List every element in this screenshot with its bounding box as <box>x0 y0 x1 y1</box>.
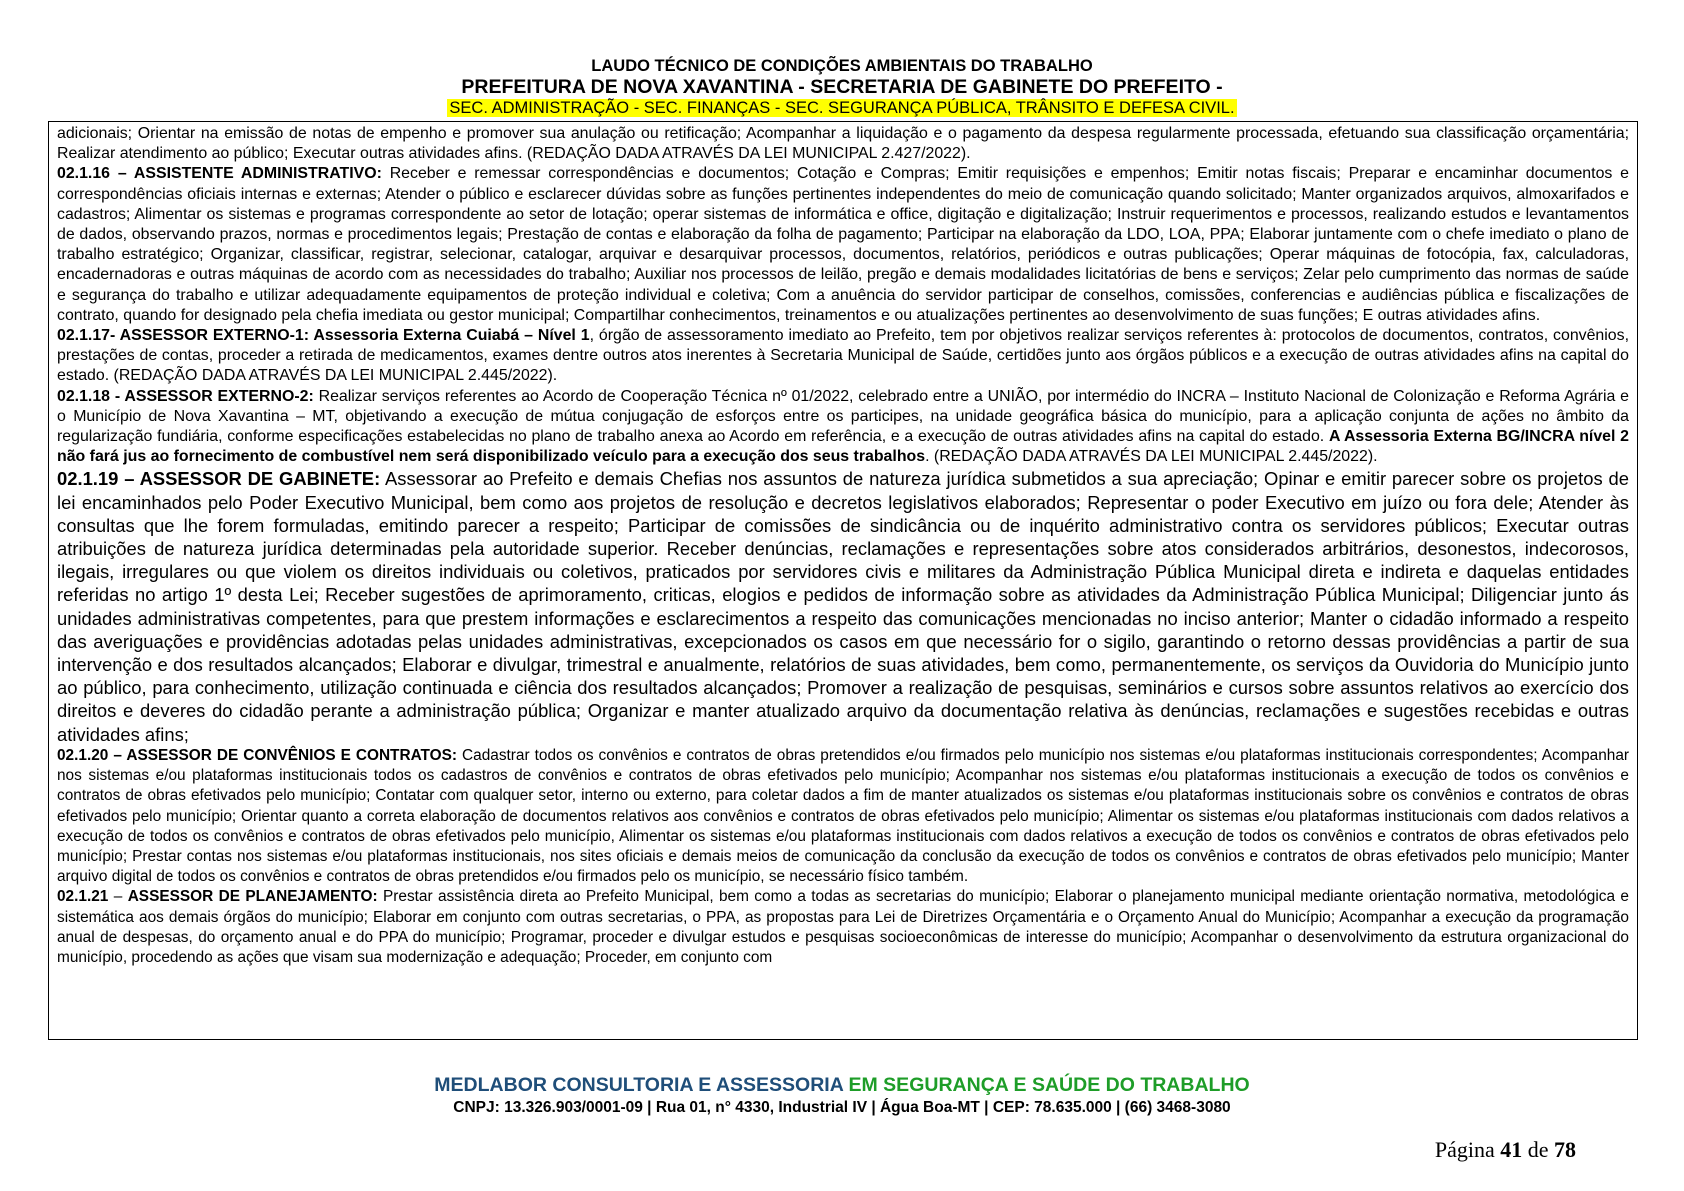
document-header <box>0 56 1684 118</box>
section-title: 02.1.20 – ASSESSOR DE CONVÊNIOS E CONTRATOS: <box>57 746 458 764</box>
section-02-1-19 <box>57 467 1629 745</box>
section-dash: – <box>108 888 128 906</box>
section-text: Cadastrar todos os convênios e contratos de obras pretendidos e/ou firmados pelo município nos sistemas e/ou plataformas institucionais correspondentes; Acompanhar nos sistemas e/ou plataformas institucionais todos os cadastros de convênios e contratos de obras efetivados pelo município; Acompanhar nos sistemas e/ou plataformas institucionais a execução de todos os convênios e contratos de obras efetivados pelo município; Contatar com qualquer setor, interno ou externo, para coletar dados a fim de manter atualizados os sistemas e/ou plataformas institucionais sobre os convênios e contratos de obras efetivados pelo município; Orientar quanto a correta elaboração de documentos relativos aos convênios e contratos de obras efetivados pelo município; Alimentar os sistemas e/ou plataformas institucionais com dados relativos a execução de todos os convênios e contratos de obras efetivados pelo município, Alimentar os sistemas e/ou plataformas institucionais com dados relativos a execução de todos os convênios e contratos de obras efetivados pelo município; Prestar contas nos sistemas e/ou plataformas institucionais, nos sites oficiais e demais meios de comunicação da conclusão da execução de todos os convênios e contratos de obras efetivados pelo município; Manter arquivo digital de todos os convênios e contratos de obras pretendidos e/ou firmados pelo os município, se necessário físico também. <box>57 746 1630 886</box>
page-middle: de <box>1522 1137 1554 1162</box>
page-current: 41 <box>1500 1137 1523 1162</box>
section-title: 02.1.17- ASSESSOR EXTERNO-1: Assessoria Externa Cuiabá – Nível 1 <box>57 327 590 345</box>
section-title: 02.1.18 - ASSESSOR EXTERNO-2: <box>57 387 314 405</box>
section-02-1-18 <box>57 387 1629 468</box>
section-02-1-21 <box>57 887 1629 968</box>
document-footer <box>0 1073 1684 1118</box>
company-name-blue: MEDLABOR CONSULTORIA E ASSESSORIA <box>434 1074 844 1096</box>
company-address: CNPJ: 13.326.903/0001-09 | Rua 01, n° 4330, Industrial IV | Água Boa-MT | CEP: 78.635.000 | (66) 3468-3080 <box>453 1099 1231 1116</box>
section-text: Prestar assistência direta ao Prefeito Municipal, bem como a todas as secretarias do município; Elaborar o planejamento municipal mediante orientação normativa, metodológica e sistemática aos demais órgãos do município; Elaborar em conjunto com outras secretarias, o PPA, as propostas para Lei de Diretrizes Orçamentária e o Orçamento Anual do Município; Acompanhar a execução da programação anual de despesas, do orçamento anual e do PPA do município; Programar, proceder e divulgar estudos e pesquisas socioeconômicas de interesse do município; Acompanhar o desenvolvimento da estrutura organizacional do município, procedendo as ações que visam sua modernização e adequação; Proceder, em conjunto com <box>57 888 1629 966</box>
section-number: 02.1.21 <box>57 888 109 906</box>
section-text: Realizar serviços referentes ao Acordo de Cooperação Técnica nº 01/2022, celebrado entre a UNIÃO, por intermédio do INCRA – Instituto Nacional de Colonização e Reforma Agrária e o Município de Nova Xavantina – MT, objetivando a execução de mútua conjugação de esforços entre os participes, na unidade geográfica básica do município, para a aplicação conjunta de ações no âmbito da regularização fundiária, conforme especificações estabelecidas no plano de trabalho anexa ao Acordo em referência, e a execução de outras atividades afins na capital do estado. <box>57 387 1629 446</box>
section-title: 02.1.19 – ASSESSOR DE GABINETE: <box>57 468 381 490</box>
company-name <box>0 1073 1684 1097</box>
section-02-1-16 <box>57 164 1629 326</box>
section-02-1-20 <box>57 746 1629 887</box>
section-02-1-17 <box>57 326 1629 387</box>
company-name-green: EM SEGURANÇA E SAÚDE DO TRABALHO <box>843 1074 1250 1096</box>
report-subtitle: PREFEITURA DE NOVA XAVANTINA - SECRETARIA DE GABINETE DO PREFEITO - <box>461 76 1223 98</box>
intro-paragraph: adicionais; Orientar na emissão de notas de empenho e promover sua anulação ou retificação; Acompanhar a liquidação e o pagamento da despesa regularmente processada, efetuando sua classificação orçamentária; Realizar atendimento ao público; Executar outras atividades afins. (REDAÇÃO DADA ATRAVÉS DA LEI MUNICIPAL 2.427/2022). <box>57 125 1629 163</box>
section-text: Assessorar ao Prefeito e demais Chefias nos assuntos de natureza jurídica submetidos a sua apreciação; Opinar e emitir parecer sobre os projetos de lei encaminhados pelo Poder Executivo Municipal, bem como aos projetos de resolução e decretos legislativos elaborados; Representar o poder Executivo em juízo ou fora dele; Atender às consultas que lhe forem formuladas, emitindo parecer a respeito; Participar de comissões de sindicância ou de inquérito administrativo contra os servidores públicos; Executar outras atribuições de natureza jurídica determinadas pela autoridade superior. Receber denúncias, reclamações e representações sobre atos considerados arbitrários, desonestos, indecorosos, ilegais, irregulares ou que violem os direitos individuais ou coletivos, praticados por servidores civis e militares da Administração Pública Municipal direta e indireta e daquelas entidades referidas no artigo 1º desta Lei; Receber sugestões de aprimoramento, criticas, elogios e pedidos de informação sobre as atividades da Administração Pública Municipal; Diligenciar junto ás unidades administrativas competentes, para que prestem informações e esclarecimentos a respeito das comunicações mencionadas no inciso anterior; Manter o cidadão informado a respeito das averiguações e providências adotadas pelas unidades administrativas, excepcionados os casos em que necessário for o sigilo, garantindo o retorno dessas providências a partir de sua intervenção e dos resultados alcançados; Elaborar e divulgar, trimestral e anualmente, relatórios de suas atividades, bem como, permanentemente, os serviços da Ouvidoria do Município junto ao público, para conhecimento, utilização continuada e ciência dos resultados alcançados; Promover a realização de pesquisas, seminários e cursos sobre assuntos relativos ao exercício dos direitos e deveres do cidadão perante a administração pública; Organizar e manter atualizado arquivo da documentação relativa às denúncias, reclamações e sugestões recebidas e outras atividades afins; <box>57 468 1629 745</box>
departments-highlight: SEC. ADMINISTRAÇÃO - SEC. FINANÇAS - SEC. SEGURANÇA PÚBLICA, TRÂNSITO E DEFESA CIVIL. <box>449 99 1235 117</box>
section-title: ASSESSOR DE PLANEJAMENTO: <box>127 888 378 906</box>
page-number <box>1435 1137 1576 1163</box>
content-frame <box>48 121 1638 1040</box>
section-text: Receber e remessar correspondências e documentos; Cotação e Compras; Emitir requisições e empenhos; Emitir notas fiscais; Preparar e encaminhar documentos e correspondências oficiais internas e externas; Atender o público e esclarecer dúvidas sobre as funções pertinentes independentes do meio de comunicação quando solicitado; Manter organizados arquivos, almoxarifados e cadastros; Alimentar os sistemas e programas correspondente ao setor de lotação; operar sistemas de informática e office, digitação e digitalização; Instruir requerimentos e processos, realizando estudos e levantamentos de dados, observando prazos, normas e procedimentos legais; Prestação de contas e elaboração da folha de pagamento; Participar na elaboração da LDO, LOA, PPA; Elaborar juntamente com o chefe imediato o plano de trabalho estratégico; Organizar, classificar, registrar, selecionar, catalogar, arquivar e desarquivar processos, documentos, relatórios, periódicos e outras publicações; Operar máquinas de fotocópia, fax, calculadoras, encadernadoras e outras máquinas de acordo com as necessidades do trabalho; Auxiliar nos processos de leilão, pregão e demais modalidades licitatórias de bens e serviços; Zelar pelo cumprimento das normas de saúde e segurança do trabalho e utilizar adequadamente equipamentos de proteção individual e coletiva; Com a anuência do servidor participar de conselhos, comissões, conferencias e audiências pública e fiscalizações de contrato, quando for designado pela chefia imediata ou gestor municipal; Compartilhar conhecimentos, treinamentos e ou atualizações pertinentes ao desenvolvimento de suas funções; E outras atividades afins. <box>57 165 1630 324</box>
section-text-tail: . (REDAÇÃO DADA ATRAVÉS DA LEI MUNICIPAL 2.445/2022). <box>925 448 1378 466</box>
report-departments <box>0 99 1684 118</box>
report-title: LAUDO TÉCNICO DE CONDIÇÕES AMBIENTAIS DO TRABALHO <box>591 57 1093 75</box>
section-title: 02.1.16 – ASSISTENTE ADMINISTRATIVO: <box>57 165 382 183</box>
section-text: , órgão de assessoramento imediato ao Prefeito, tem por objetivos realizar serviços referentes à: protocolos de documentos, contratos, convênios, prestações de contas, proceder a retirada de medicamentos, exames dentre outros atos inerentes à Secretaria Municipal de Saúde, certidões junto aos órgãos públicos e a execução de outras atividades afins na capital do estado. (REDAÇÃO DADA ATRAVÉS DA LEI MUNICIPAL 2.445/2022). <box>57 327 1630 385</box>
page-prefix: Página <box>1434 1137 1501 1162</box>
page-total: 78 <box>1554 1137 1576 1162</box>
section-bold-note: A Assessoria Externa BG/INCRA nível 2 não fará jus ao fornecimento de combustível nem será disponibilizado veículo para a execução dos seus trabalhos <box>57 428 1630 466</box>
